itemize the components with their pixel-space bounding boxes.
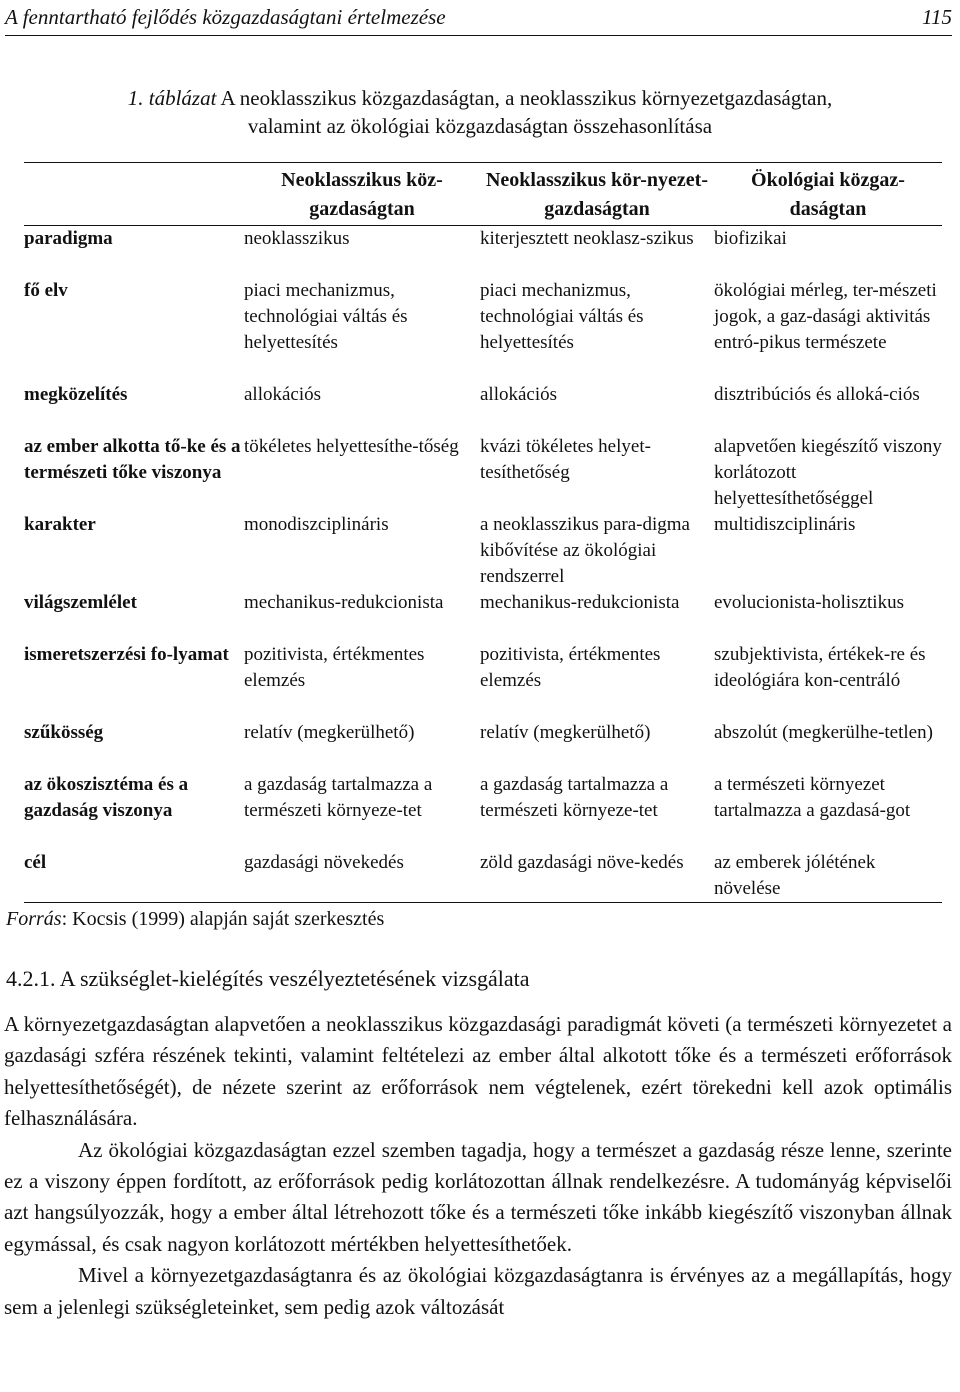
body-text bbox=[4, 1009, 952, 1323]
table-cell: szubjektivista, értékek-re és ideológiára kon-centráló bbox=[714, 644, 926, 691]
row-label: fő elv bbox=[24, 280, 68, 301]
table-caption bbox=[0, 84, 960, 140]
table-cell: tökéletes helyettesíthe-tőség bbox=[244, 436, 459, 457]
caption-line-2: valamint az ökológiai közgazdaságtan összehasonlítása bbox=[247, 114, 713, 138]
table-cell: allokációs bbox=[244, 384, 322, 405]
table-cell: abszolút (megkerülhe-tetlen) bbox=[714, 722, 933, 743]
table-cell: pozitivista, értékmentes elemzés bbox=[244, 644, 425, 691]
row-label: ismeretszerzési fo-lyamat bbox=[24, 644, 229, 665]
paragraph: Mivel a környezetgazdaságtanra és az ökológiai közgazdaságtanra is érvényes az a megállapítás, hogy sem a jelenlegi szükségleteinket, sem pedig azok változását bbox=[4, 1263, 952, 1319]
source-text: : Kocsis (1999) alapján saját szerkesztés bbox=[61, 908, 385, 930]
table-cell: gazdasági növekedés bbox=[244, 852, 404, 873]
table-cell: kiterjesztett neoklasz-szikus bbox=[480, 228, 694, 249]
header-cell: Neoklasszikus kör-nyezet-gazdaságtan bbox=[485, 169, 709, 220]
table-row bbox=[24, 590, 942, 642]
paragraph: A környezetgazdaságtan alapvetően a neoklasszikus közgazdasági paradigmát követi (a természeti környezetet a gazdasági szféra részének tekinti, valamint feltételezi az ember által alkotott tőke és a természeti erőforrások helyettesíthetőségét), de nézete szerint az erőforrások nem végtelenek, ezért törekedni kell azok optimális felhasználására. bbox=[4, 1012, 952, 1131]
row-label: szűkösség bbox=[24, 722, 104, 743]
table-row bbox=[24, 226, 942, 278]
table-header-row bbox=[24, 166, 942, 226]
caption-label: 1. táblázat bbox=[127, 86, 217, 110]
table-source-note bbox=[6, 904, 384, 934]
table-head bbox=[24, 166, 942, 226]
table-cell: pozitivista, értékmentes elemzés bbox=[480, 644, 661, 691]
section-heading: 4.2.1. A szükséglet-kielégítés veszélyeztetésének vizsgálata bbox=[6, 966, 530, 991]
table-row bbox=[24, 642, 942, 720]
row-label: világszemlélet bbox=[24, 592, 137, 613]
header-cell-empty bbox=[24, 166, 244, 226]
table-cell: biofizikai bbox=[714, 228, 787, 249]
row-label: cél bbox=[24, 852, 47, 873]
table-cell: relatív (megkerülhető) bbox=[480, 722, 651, 743]
table-cell: multidiszciplináris bbox=[714, 514, 856, 535]
table-cell: zöld gazdasági növe-kedés bbox=[480, 852, 684, 873]
page-number: 115 bbox=[922, 5, 952, 29]
table-row bbox=[24, 434, 942, 512]
table-cell: allokációs bbox=[480, 384, 558, 405]
table-cell: kvázi tökéletes helyet-tesíthetőség bbox=[480, 436, 651, 483]
table-cell: monodiszciplináris bbox=[244, 514, 389, 535]
table-cell: relatív (megkerülhető) bbox=[244, 722, 415, 743]
table-cell: disztribúciós és alloká-ciós bbox=[714, 384, 920, 405]
row-label: az ökoszisztéma és a gazdaság viszonya bbox=[24, 774, 189, 821]
table-row bbox=[24, 512, 942, 590]
table-cell: piaci mechanizmus, technológiai váltás és helyettesítés bbox=[244, 280, 408, 353]
table-row bbox=[24, 772, 942, 850]
comparison-table bbox=[24, 166, 942, 902]
header-title: A fenntartható fejlődés közgazdaságtani értelmezése bbox=[5, 5, 446, 29]
table-cell: a neoklasszikus para-digma kibővítése az ökológiai rendszerrel bbox=[480, 514, 690, 587]
table-cell: piaci mechanizmus, technológiai váltás és helyettesítés bbox=[480, 280, 644, 353]
table-cell: az emberek jólétének növelése bbox=[714, 852, 876, 899]
table-body bbox=[24, 226, 942, 902]
row-label: karakter bbox=[24, 514, 96, 535]
table-cell: alapvetően kiegészítő viszony korlátozott helyettesíthetőséggel bbox=[714, 436, 942, 509]
table-row bbox=[24, 278, 942, 382]
caption-line-1 bbox=[0, 84, 960, 112]
table-top-rule bbox=[24, 162, 942, 163]
table-cell: ökológiai mérleg, ter-mészeti jogok, a gaz-dasági aktivitás entró-pikus természete bbox=[714, 280, 937, 353]
source-label: Forrás bbox=[6, 908, 62, 930]
table-row bbox=[24, 850, 942, 902]
table-bottom-rule bbox=[24, 902, 942, 903]
table-cell: mechanikus-redukcionista bbox=[480, 592, 680, 613]
header-cell: Neoklasszikus köz-gazdaságtan bbox=[281, 169, 443, 220]
paragraph: Az ökológiai közgazdaságtan ezzel szemben tagadja, hogy a természet a gazdaság része lenne, szerinte ez a viszony éppen fordított, az erőforrások pedig korlátozottan állnak rendelkezésre. A tudományág képviselői azt hangsúlyozzák, hogy a ember által létrehozott tőke és a természeti tőke inkább kiegészítő viszonyban állnak egymással, és csak nagyon korlátozott mértékben helyettesíthetőek. bbox=[4, 1137, 952, 1256]
running-header bbox=[5, 2, 952, 32]
table-cell: a gazdaság tartalmazza a természeti környeze-tet bbox=[244, 774, 433, 821]
table-cell: neoklasszikus bbox=[244, 228, 350, 249]
table-cell: evolucionista-holisztikus bbox=[714, 592, 904, 613]
caption-text-1: A neoklasszikus közgazdaságtan, a neoklasszikus környezetgazdaságtan, bbox=[220, 86, 833, 110]
row-label: az ember alkotta tő-ke és a természeti tőke viszonya bbox=[24, 436, 241, 483]
table-cell: a természeti környezet tartalmazza a gazdasá-got bbox=[714, 774, 911, 821]
row-label: paradigma bbox=[24, 228, 113, 249]
row-label: megközelítés bbox=[24, 384, 128, 405]
table-row bbox=[24, 382, 942, 434]
table-row bbox=[24, 720, 942, 772]
table-cell: mechanikus-redukcionista bbox=[244, 592, 444, 613]
table-cell: a gazdaság tartalmazza a természeti környeze-tet bbox=[480, 774, 669, 821]
header-rule bbox=[5, 35, 952, 36]
header-cell: Ökológiai közgaz-daságtan bbox=[751, 169, 905, 220]
